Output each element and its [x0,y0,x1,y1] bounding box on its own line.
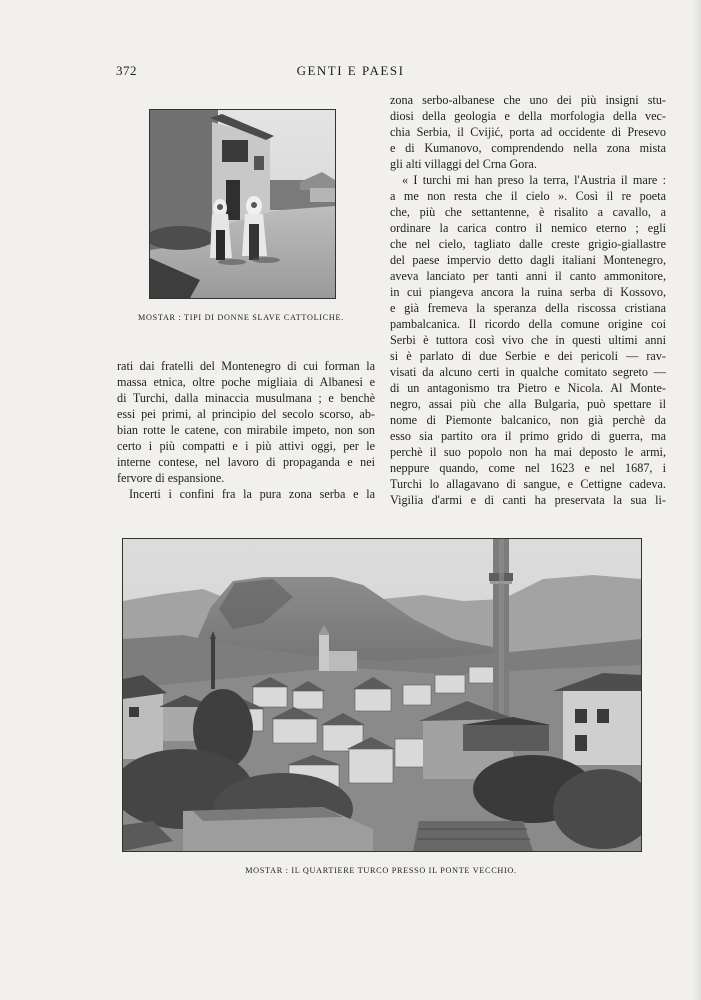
text-column-right [390,92,666,508]
text-line: e già fremeva la speranza della riscossa cristiana [390,301,666,315]
text-line: che nel cielo, tagliato dalle creste grigio-giallastre [390,237,666,251]
text-line: di Turchi, dalla minaccia musulmana ; e benchè [117,391,375,405]
text-line: neppure quando, come nel 1623 e nel 1687, i [390,461,666,475]
text-line: chia Serbia, il Cvijić, porta ad occidente di Presevo [390,125,666,139]
text-line: rati dai fratelli del Montenegro di cui forman la [117,359,375,373]
text-line: del paese impervio detto dagli italiani Montenegro, [390,253,666,267]
text-line: di un antagonismo tra Pietro e Nicola. Al Monte- [390,381,666,395]
text-line: visati da alcuno certi in qualche comitato segreto — [390,365,666,379]
running-header-title: GENTI E PAESI [296,63,405,78]
text-line: in cui piangeva ancora la ruina serba di Kossovo, [390,285,666,299]
text-line: certo i più compatti e i più attivi oggi, per le [117,439,375,453]
text-line: si è parlato di due Serbie e dei pericoli — rav- [390,349,666,363]
text-line: ordinare la carica contro il nemico eterno ; egli [390,221,666,235]
figure-caption-turkish-quarter: MOSTAR : IL QUARTIERE TURCO PRESSO IL PONTE VECCHIO. [245,866,517,875]
text-line: che, più che settantenne, è risalito a cavallo, a [390,205,666,219]
text-line: massa etnica, oltre poche migliaia di Albanesi e [117,375,375,389]
text-line: zona serbo-albanese che uno dei più insigni stu- [390,93,666,107]
text-line: Serbi è tuttora così vivo che in questi ultimi anni [390,333,666,347]
text-line: bian rotte le catene, con mirabile impeto, non son [117,423,375,437]
text-line: « I turchi mi han preso la terra, l'Austria il mare : [402,173,666,187]
photo-mostar-turkish-quarter-image [123,539,641,851]
photo-mostar-turkish-quarter [122,538,642,852]
text-line: fervore di espansione. [117,471,225,485]
page-edge-shadow [693,0,701,1000]
figure-caption-women: MOSTAR : TIPI DI DONNE SLAVE CATTOLICHE. [138,313,344,322]
text-line: aveva lanciato per tanti anni il canto ammonitore, [390,269,666,283]
text-line: a me non resta che il cielo ». Così il re poeta [390,189,666,203]
text-line: Turchi lo allagavano di sangue, e Cettigne cadeva. [390,477,666,491]
text-line: nome di Piemonte balcanico, non già perchè da [390,413,666,427]
text-line: diosi della geologia e della morfologia della vec- [390,109,666,123]
text-line: Vigilia d'armi e di canti ha preservata la sua li- [390,493,666,507]
text-column-left [117,358,375,502]
page-number: 372 [116,63,137,78]
text-line: Incerti i confini fra la pura zona serba e la [129,487,375,501]
text-line: essi pei primi, al principio del secolo scorso, ab- [117,407,375,421]
text-line: perchè il suo popolo non ha mai deposto le armi, [390,445,666,459]
text-line: pambalcanica. Il ricordo della comune origine coi [390,317,666,331]
photo-catholic-slav-women [149,109,336,299]
text-line: negro, assai più che alla Bulgaria, può spettare il [390,397,666,411]
text-line: gli alti villaggi del Crna Gora. [390,157,537,171]
photo-catholic-slav-women-image [150,110,335,298]
text-line: e di Kumanovo, comprendendo nella zona mista [390,141,666,155]
text-line: esso sia partito ora il primo grido di guerra, ma [390,429,666,443]
text-line: interne contese, nel lavoro di propaganda e nei [117,455,375,469]
